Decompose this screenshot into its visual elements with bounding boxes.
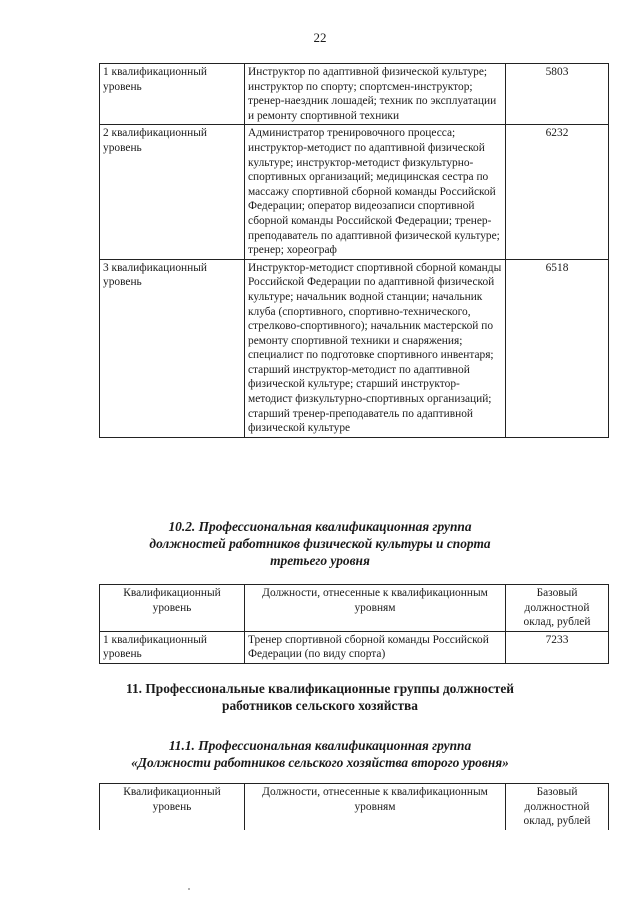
table-row	[100, 631, 609, 663]
heading-line: третьего уровня	[270, 553, 370, 568]
table-header-row	[100, 784, 609, 830]
section-heading-11-1	[0, 737, 640, 771]
heading-line: «Должности работников сельского хозяйства второго уровня»	[131, 755, 509, 770]
page-number: 22	[313, 30, 327, 45]
table-row	[100, 64, 609, 125]
table-header-row	[100, 585, 609, 632]
salary-cell: 6232	[506, 125, 609, 259]
level-cell: 2 квалификационный уровень	[100, 125, 245, 259]
table-row	[100, 259, 609, 437]
salary-cell: 5803	[506, 64, 609, 125]
heading-line: должностей работников физической культуры и спорта	[149, 536, 491, 551]
positions-cell: Тренер спортивной сборной команды Российской Федерации (по виду спорта)	[245, 631, 506, 663]
qualification-table-11-1	[99, 783, 609, 830]
salary-cell: 6518	[506, 259, 609, 437]
section-heading-10-2	[0, 518, 640, 569]
qualification-table-continued	[99, 63, 609, 438]
section-heading-11	[0, 680, 640, 714]
qualification-table-10-2	[99, 584, 609, 664]
scan-speck	[188, 888, 190, 890]
header-level: Квалификационный уровень	[100, 784, 245, 830]
level-cell: 1 квалификационный уровень	[100, 631, 245, 663]
heading-line: работников сельского хозяйства	[222, 698, 418, 713]
header-positions: Должности, отнесенные к квалификационным уровням	[245, 784, 506, 830]
heading-line: 11.1. Профессиональная квалификационная группа	[168, 738, 472, 753]
level-cell: 1 квалификационный уровень	[100, 64, 245, 125]
table-row	[100, 125, 609, 259]
positions-cell: Инструктор по адаптивной физической культуре; инструктор по спорту; спортсмен-инструктор; тренер-наездник лошадей; техник по эксплуатации и ремонту спортивной техники	[245, 64, 506, 125]
positions-cell: Инструктор-методист спортивной сборной команды Российской Федерации по адаптивной физической культуре; начальник водной станции; начальник клуба (спортивного, спортивно-технического, стрелково-спортивного); начальник мастерской по ремонту спортивной техники и снаряжения; специалист по подготовке спортивного инвентаря; старший инструктор-методист по адаптивной физической культуре; старший инструктор-методист физкультурно-спортивных организаций; старший тренер-преподаватель по адаптивной физической культуре	[245, 259, 506, 437]
header-salary: Базовый должностной оклад, рублей	[506, 585, 609, 632]
header-salary: Базовый должностной оклад, рублей	[506, 784, 609, 830]
level-cell: 3 квалификационный уровень	[100, 259, 245, 437]
heading-line: 11. Профессиональные квалификационные группы должностей	[125, 681, 515, 696]
header-positions: Должности, отнесенные к квалификационным уровням	[245, 585, 506, 632]
header-level: Квалификационный уровень	[100, 585, 245, 632]
salary-cell: 7233	[506, 631, 609, 663]
positions-cell: Администратор тренировочного процесса; инструктор-методист по адаптивной физической культуре; инструктор-методист физкультурно-спортивных организаций; медицинская сестра по массажу спортивной сборной команды Российской Федерации; оператор видеозаписи спортивной сборной команды Российской Федерации; тренер-преподаватель по адаптивной физической культуре; тренер; хореограф	[245, 125, 506, 259]
heading-line: 10.2. Профессиональная квалификационная группа	[168, 519, 472, 534]
